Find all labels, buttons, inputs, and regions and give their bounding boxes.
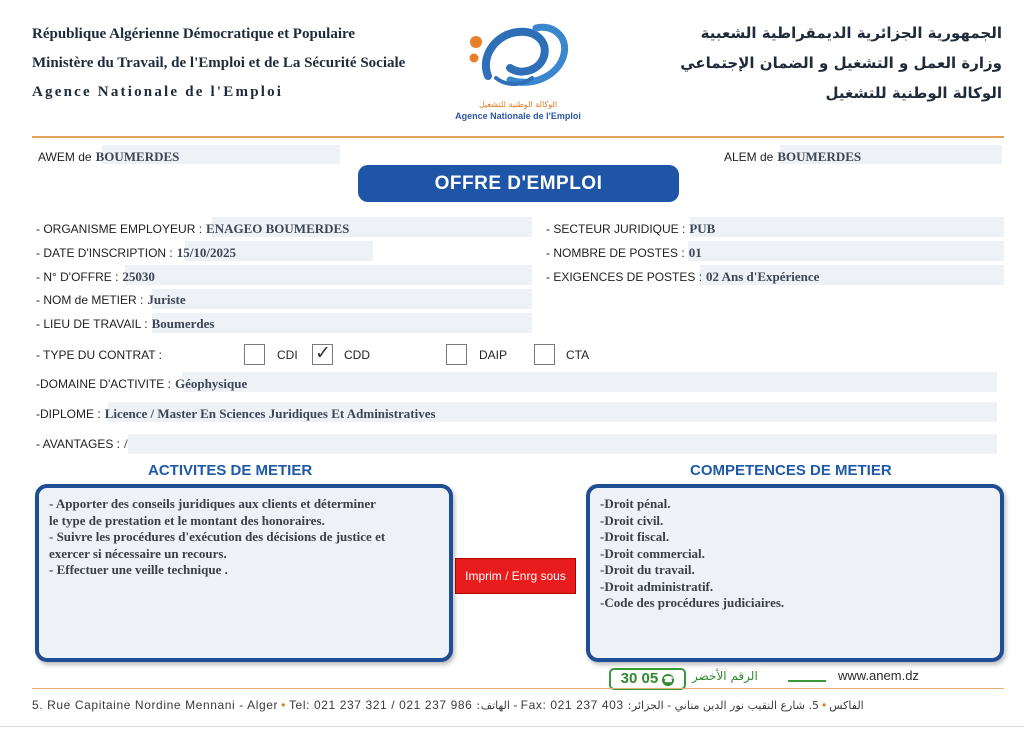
diplome-label: -DIPLOME : — [36, 407, 101, 421]
avantages-field-bg — [128, 434, 997, 454]
cdd-label: CDD — [344, 348, 370, 362]
competences-line: -Droit pénal. — [600, 496, 671, 511]
activites-text — [39, 488, 449, 579]
green-number-rule — [788, 680, 826, 682]
daip-label: DAIP — [479, 348, 508, 362]
domaine-value: Géophysique — [174, 376, 248, 391]
competences-line: -Code des procédures judiciaires. — [600, 595, 785, 610]
website-link[interactable]: www.anem.dz — [838, 668, 919, 683]
postes-field-bg — [688, 241, 1004, 261]
awem-label: AWEM de — [38, 150, 92, 164]
competences-line: -Droit administratif. — [600, 578, 714, 594]
footer-bullet-icon: • — [821, 698, 827, 712]
footer-bullet-icon: • — [281, 698, 286, 712]
logo-text-fr: Agence Nationale de l'Emploi — [455, 111, 581, 121]
organisme-value: ENAGEO BOUMERDES — [206, 221, 350, 236]
secteur-row — [546, 221, 715, 237]
print-save-button[interactable]: Imprim / Enrg sous — [455, 558, 576, 594]
activites-title: ACTIVITES DE METIER — [148, 462, 313, 479]
republic-name-ar: الجمهورية الجزائرية الديمقراطية الشعبية — [700, 24, 1002, 42]
exigences-row — [546, 269, 819, 285]
competences-title: COMPETENCES DE METIER — [690, 462, 892, 479]
lieu-value: Boumerdes — [151, 316, 215, 331]
agency-name-fr: Agence Nationale de l'Emploi — [32, 84, 284, 100]
postes-value: 01 — [688, 245, 702, 260]
domaine-field-bg — [182, 372, 997, 392]
header-arabic — [680, 18, 1002, 108]
ministry-name-ar: وزارة العمل و التشغيل و الضمان الإجتماعي — [680, 54, 1002, 72]
exigences-value: 02 Ans d'Expérience — [706, 269, 820, 284]
activites-line: - Suivre les procédures d'exécution des décisions de justice et — [49, 529, 386, 544]
awem-value: BOUMERDES — [95, 149, 180, 164]
metier-label: - NOM de METIER : — [36, 293, 144, 307]
date-label: - DATE D'INSCRIPTION : — [36, 246, 173, 260]
offre-field-bg — [125, 265, 532, 285]
diplome-row — [36, 406, 436, 422]
daip-checkbox[interactable] — [446, 344, 467, 365]
page-bottom-rule — [0, 726, 1024, 727]
republic-name-fr: République Algérienne Démocratique et Populaire — [32, 26, 356, 42]
metier-field-bg — [152, 289, 532, 309]
exigences-label: - EXIGENCES DE POSTES : — [546, 270, 703, 284]
footer-fax-ar: :الفاكس — [627, 699, 864, 712]
avantages-label: - AVANTAGES : — [36, 437, 121, 451]
offre-value: 25030 — [122, 269, 155, 284]
cta-label: CTA — [566, 348, 590, 362]
contrat-label: - TYPE DU CONTRAT : — [36, 348, 163, 362]
footer-address-ar: 5. شارع النقيب نور الدين مناني - الجزائر — [631, 699, 819, 712]
postes-label: - NOMBRE DE POSTES : — [546, 246, 685, 260]
agency-name-ar: الوكالة الوطنية للتشغيل — [825, 84, 1002, 102]
competences-box — [586, 484, 1004, 662]
alem-row — [724, 149, 861, 165]
competences-line: -Droit civil. — [600, 512, 664, 528]
footer-tel: Tel: 021 237 321 / 021 237 986 — [288, 698, 473, 712]
page-title: OFFRE D'EMPLOI — [358, 165, 679, 202]
avantages-row — [36, 436, 128, 452]
metier-row — [36, 292, 186, 308]
competences-line: -Droit fiscal. — [600, 529, 670, 544]
diplome-value: Licence / Master En Sciences Juridiques Et Administratives — [104, 406, 436, 421]
footer-address-fr: 5. Rue Capitaine Nordine Mennani - Alger — [32, 698, 279, 712]
avantages-value: / — [124, 436, 128, 451]
footer-divider — [32, 688, 1004, 689]
footer-tel-ar: :الهاتف — [476, 699, 510, 712]
green-number: 30 05 — [620, 670, 659, 687]
activites-line: exercer si nécessaire un recours. — [49, 545, 227, 561]
awem-row — [38, 149, 179, 165]
logo-text-ar: الوكالة الوطنية للتشغيل — [478, 100, 558, 109]
cdd-checkbox[interactable] — [312, 344, 333, 365]
secteur-value: PUB — [689, 221, 716, 236]
cdi-label: CDI — [277, 348, 298, 362]
organisme-row — [36, 221, 349, 237]
lieu-label: - LIEU DE TRAVAIL : — [36, 317, 148, 331]
competences-line: -Droit commercial. — [600, 545, 705, 561]
anem-logo — [448, 16, 588, 132]
ministry-name-fr: Ministère du Travail, de l'Emploi et de La Sécurité Sociale — [32, 55, 406, 71]
competences-line: -Droit du travail. — [600, 562, 695, 577]
date-value: 15/10/2025 — [176, 245, 236, 260]
metier-value: Juriste — [147, 292, 186, 307]
cta-checkbox[interactable] — [534, 344, 555, 365]
domaine-label: -DOMAINE D'ACTIVITE : — [36, 377, 171, 391]
header-french — [32, 20, 405, 107]
offre-row — [36, 269, 155, 285]
header-divider — [32, 136, 1004, 138]
postes-row — [546, 245, 702, 261]
footer-fax: - Fax: 021 237 403 — [513, 698, 624, 712]
activites-line: le type de prestation et le montant des honoraires. — [49, 512, 325, 528]
lieu-row — [36, 316, 214, 332]
secteur-field-bg — [690, 217, 1004, 237]
activites-box — [35, 484, 453, 662]
green-number-badge — [609, 668, 686, 690]
anem-logo-icon — [452, 16, 584, 98]
cdi-checkbox[interactable] — [244, 344, 265, 365]
domaine-row — [36, 376, 247, 392]
competences-text — [590, 488, 1000, 612]
alem-value: BOUMERDES — [777, 149, 862, 164]
alem-label: ALEM de — [724, 150, 774, 164]
footer-address — [32, 698, 864, 712]
activites-line: - Effectuer une veille technique . — [49, 562, 228, 577]
green-number-label-ar: الرقم الأخضر — [692, 669, 758, 683]
secteur-label: - SECTEUR JURIDIQUE : — [546, 222, 686, 236]
activites-line: - Apporter des conseils juridiques aux clients et déterminer — [49, 496, 376, 511]
offre-label: - N° D'OFFRE : — [36, 270, 119, 284]
phone-icon: ☎ — [663, 675, 674, 684]
organisme-label: - ORGANISME EMPLOYEUR : — [36, 222, 203, 236]
date-row — [36, 245, 236, 261]
